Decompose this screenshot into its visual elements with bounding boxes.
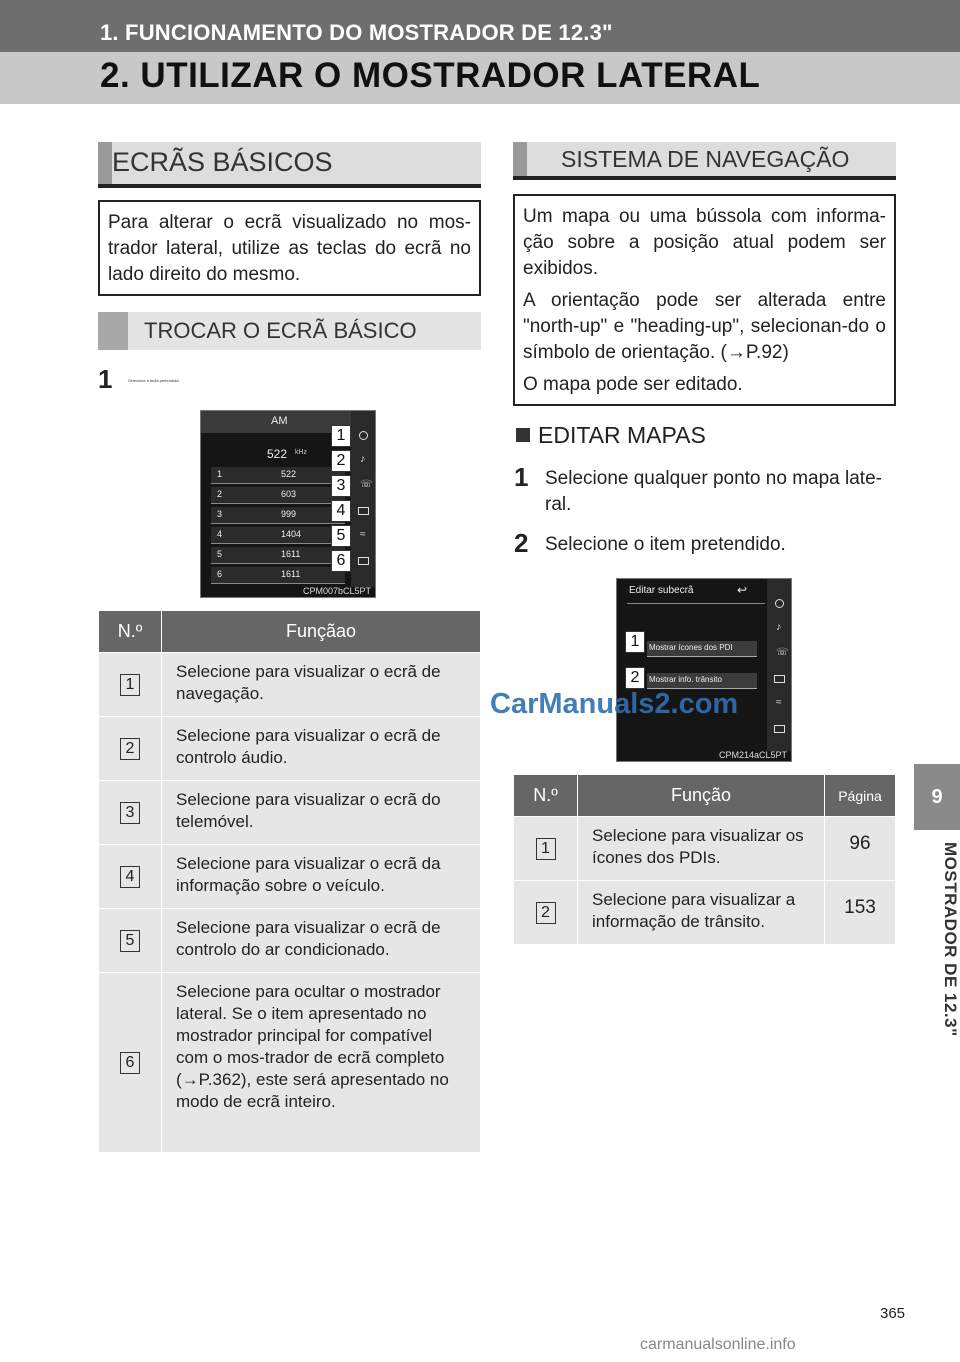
left-function-table: [98, 610, 481, 1153]
callout-box: 3: [331, 475, 351, 497]
section-heading-text: ECRÃS BÁSICOS: [112, 147, 333, 177]
chapter-title: 1. FUNCIONAMENTO DO MOSTRADOR DE 12.3": [100, 20, 613, 45]
table-cell-number: [514, 881, 578, 945]
number-box: 3: [120, 802, 140, 824]
step-text: Selecione o item pretendido.: [545, 534, 786, 555]
table-cell-number: [99, 717, 162, 781]
screen-frequency: 522: [267, 447, 288, 461]
callout-box: 6: [331, 550, 351, 572]
callout-box: 4: [331, 500, 351, 522]
screen-option-row[interactable]: [647, 673, 757, 689]
callout-box: 2: [331, 450, 351, 472]
table-row: [99, 653, 481, 717]
number-box: 6: [120, 1052, 140, 1074]
table-row: [99, 909, 481, 973]
table-header-number: N.º: [99, 611, 162, 653]
screen-preset-value: 522: [281, 469, 297, 479]
navigation-note-box: [513, 194, 896, 406]
back-arrow-icon[interactable]: ↩: [737, 583, 748, 597]
table-cell-function: Selecione para visualizar o ecrã de controlo áudio.: [162, 717, 481, 781]
table-header-page: Página: [825, 775, 896, 817]
section-heading-bar: [513, 142, 527, 176]
note-paragraph-3: O mapa pode ser editado.: [523, 374, 743, 395]
step-text: Selecione qualquer ponto no mapa late-ral.: [545, 468, 882, 515]
table-cell-function: Selecione para visualizar o ecrã de navegação.: [162, 653, 481, 717]
side-display-screenshot-radio: [200, 410, 376, 598]
side-display-screenshot-edit: [616, 578, 792, 762]
screen-preset-row[interactable]: [211, 487, 345, 504]
screen-option-text: Mostrar info. trânsito: [649, 675, 722, 684]
screen-preset-number: 5: [217, 549, 223, 559]
screen-preset-value: 1611: [281, 569, 301, 579]
subsection-heading-bar: [98, 312, 128, 350]
screen-preset-number: 6: [217, 569, 223, 579]
table-cell-function: Selecione para visualizar o ecrã do telemóvel.: [162, 781, 481, 845]
section-heading-sistema-navegacao: [513, 142, 896, 180]
table-cell-function: Selecione para visualizar a informação de trânsito.: [578, 881, 825, 945]
table-row: [514, 817, 896, 881]
phone-key-icon[interactable]: ☏: [776, 647, 789, 658]
table-row: [99, 973, 481, 1153]
screen-option-text: Mostrar ícones dos PDI: [649, 643, 733, 652]
step-number: 1: [514, 462, 529, 492]
table-row: [514, 881, 896, 945]
table-cell-function: Selecione para visualizar os ícones dos PDIs.: [578, 817, 825, 881]
audio-key-icon[interactable]: ♪: [360, 453, 366, 465]
number-box: 2: [120, 738, 140, 760]
vehicle-info-key-icon[interactable]: [358, 507, 369, 515]
number-box: 1: [536, 838, 556, 860]
page-title: 2. UTILIZAR O MOSTRADOR LATERAL: [100, 56, 761, 95]
intro-note-box: [98, 200, 481, 296]
climate-key-icon[interactable]: ≈: [776, 697, 782, 708]
screen-option-row[interactable]: [647, 641, 757, 657]
hide-display-key-icon[interactable]: [358, 557, 369, 565]
square-bullet-icon: [516, 428, 530, 442]
table-header-function: Funçãao: [162, 611, 481, 653]
section-heading-bar: [98, 142, 112, 184]
table-cell-page: 153: [825, 881, 896, 945]
table-cell-number: [99, 845, 162, 909]
section-heading-ecras-basicos: [98, 142, 481, 188]
screen-preset-value: 603: [281, 489, 297, 499]
number-box: 1: [120, 674, 140, 696]
subsection-heading-text: TROCAR O ECRÃ BÁSICO: [144, 318, 417, 343]
editar-mapas-heading: [516, 422, 706, 449]
navigation-key-icon[interactable]: [775, 599, 784, 608]
vehicle-info-key-icon[interactable]: [774, 675, 785, 683]
note-paragraph-1: Um mapa ou uma bússola com informa-ção sobre a posição atual podem ser exibidos.: [523, 206, 886, 279]
table-cell-number: [514, 817, 578, 881]
table-cell-function: Selecione para visualizar o ecrã da informação sobre o veículo.: [162, 845, 481, 909]
hide-display-key-icon[interactable]: [774, 725, 785, 733]
phone-key-icon[interactable]: ☏: [360, 479, 373, 490]
chapter-tab: 9: [914, 764, 960, 830]
table-cell-function: Selecione para visualizar o ecrã de controlo do ar condicionado.: [162, 909, 481, 973]
image-code: CPM214aCL5PT: [718, 750, 787, 760]
screen-side-keys: [351, 411, 376, 587]
callout-box: 5: [331, 525, 351, 547]
screen-preset-number: 4: [217, 529, 223, 539]
step-number: 2: [514, 528, 529, 558]
note-paragraph-2: A orientação pode ser alterada entre "north-up" e "heading-up", selecionan-do o símbolo de orientação. (→P.92): [523, 290, 886, 363]
table-header-row: [514, 775, 896, 817]
table-cell-number: [99, 909, 162, 973]
screen-preset-value: 999: [281, 509, 297, 519]
image-code: CPM007bCL5PT: [302, 586, 371, 596]
table-cell-function: Selecione para ocultar o mostrador lateral. Se o item apresentado no mostrador principal for compatível com o mos-trador de ecrã completo (→P.362), este será apresentado no modo de ecrã inteiro.: [162, 973, 481, 1153]
intro-text: Para alterar o ecrã visualizado no mos-trador lateral, utilize as teclas do ecrã no lado direito do mesmo.: [108, 212, 471, 285]
navigation-key-icon[interactable]: [359, 431, 368, 440]
screen-preset-row[interactable]: [211, 547, 345, 564]
screen-preset-value: 1404: [281, 529, 302, 539]
number-box: 4: [120, 866, 140, 888]
table-row: [99, 845, 481, 909]
climate-key-icon[interactable]: ≈: [360, 529, 366, 540]
screen-preset-number: 2: [217, 489, 223, 499]
table-header-row: [99, 611, 481, 653]
callout-box: 1: [331, 425, 351, 447]
step-text: Selecione a tecla pretendida.: [128, 378, 180, 383]
page-number: 365: [880, 1305, 906, 1322]
callout-box: 2: [625, 667, 645, 689]
number-box: 5: [120, 930, 140, 952]
screen-preset-row[interactable]: [211, 527, 345, 544]
table-cell-page: 96: [825, 817, 896, 881]
table-header-number: N.º: [514, 775, 578, 817]
subsection-heading-trocar: [98, 312, 481, 350]
screen-side-keys: [767, 579, 792, 751]
screen-edit-title: Editar subecrã: [629, 585, 694, 596]
editar-mapas-text: EDITAR MAPAS: [538, 422, 706, 448]
table-cell-number: [99, 653, 162, 717]
audio-key-icon[interactable]: ♪: [776, 621, 782, 633]
site-watermark: carmanualsonline.info: [640, 1336, 796, 1353]
table-cell-number: [99, 781, 162, 845]
screen-divider: [627, 603, 765, 604]
right-function-table: [513, 774, 896, 945]
table-header-function: Função: [578, 775, 825, 817]
screen-preset-number: 1: [217, 469, 223, 479]
watermark: CarManuals2.com: [490, 688, 739, 720]
table-row: [99, 717, 481, 781]
screen-band-label: AM: [271, 415, 288, 427]
callout-box: 1: [625, 631, 645, 653]
section-heading-text: SISTEMA DE NAVEGAÇÃO: [561, 146, 850, 172]
screen-preset-row[interactable]: [211, 567, 345, 584]
screen-preset-row[interactable]: [211, 467, 345, 484]
number-box: 2: [536, 902, 556, 924]
table-row: [99, 781, 481, 845]
screen-frequency-unit: kHz: [295, 449, 308, 456]
step-number: 1: [98, 364, 113, 394]
screen-preset-value: 1611: [281, 549, 301, 559]
chapter-tab-label: MOSTRADOR DE 12.3": [941, 842, 960, 1037]
screen-preset-number: 3: [217, 509, 223, 519]
table-cell-number: [99, 973, 162, 1153]
screen-preset-row[interactable]: [211, 507, 345, 524]
